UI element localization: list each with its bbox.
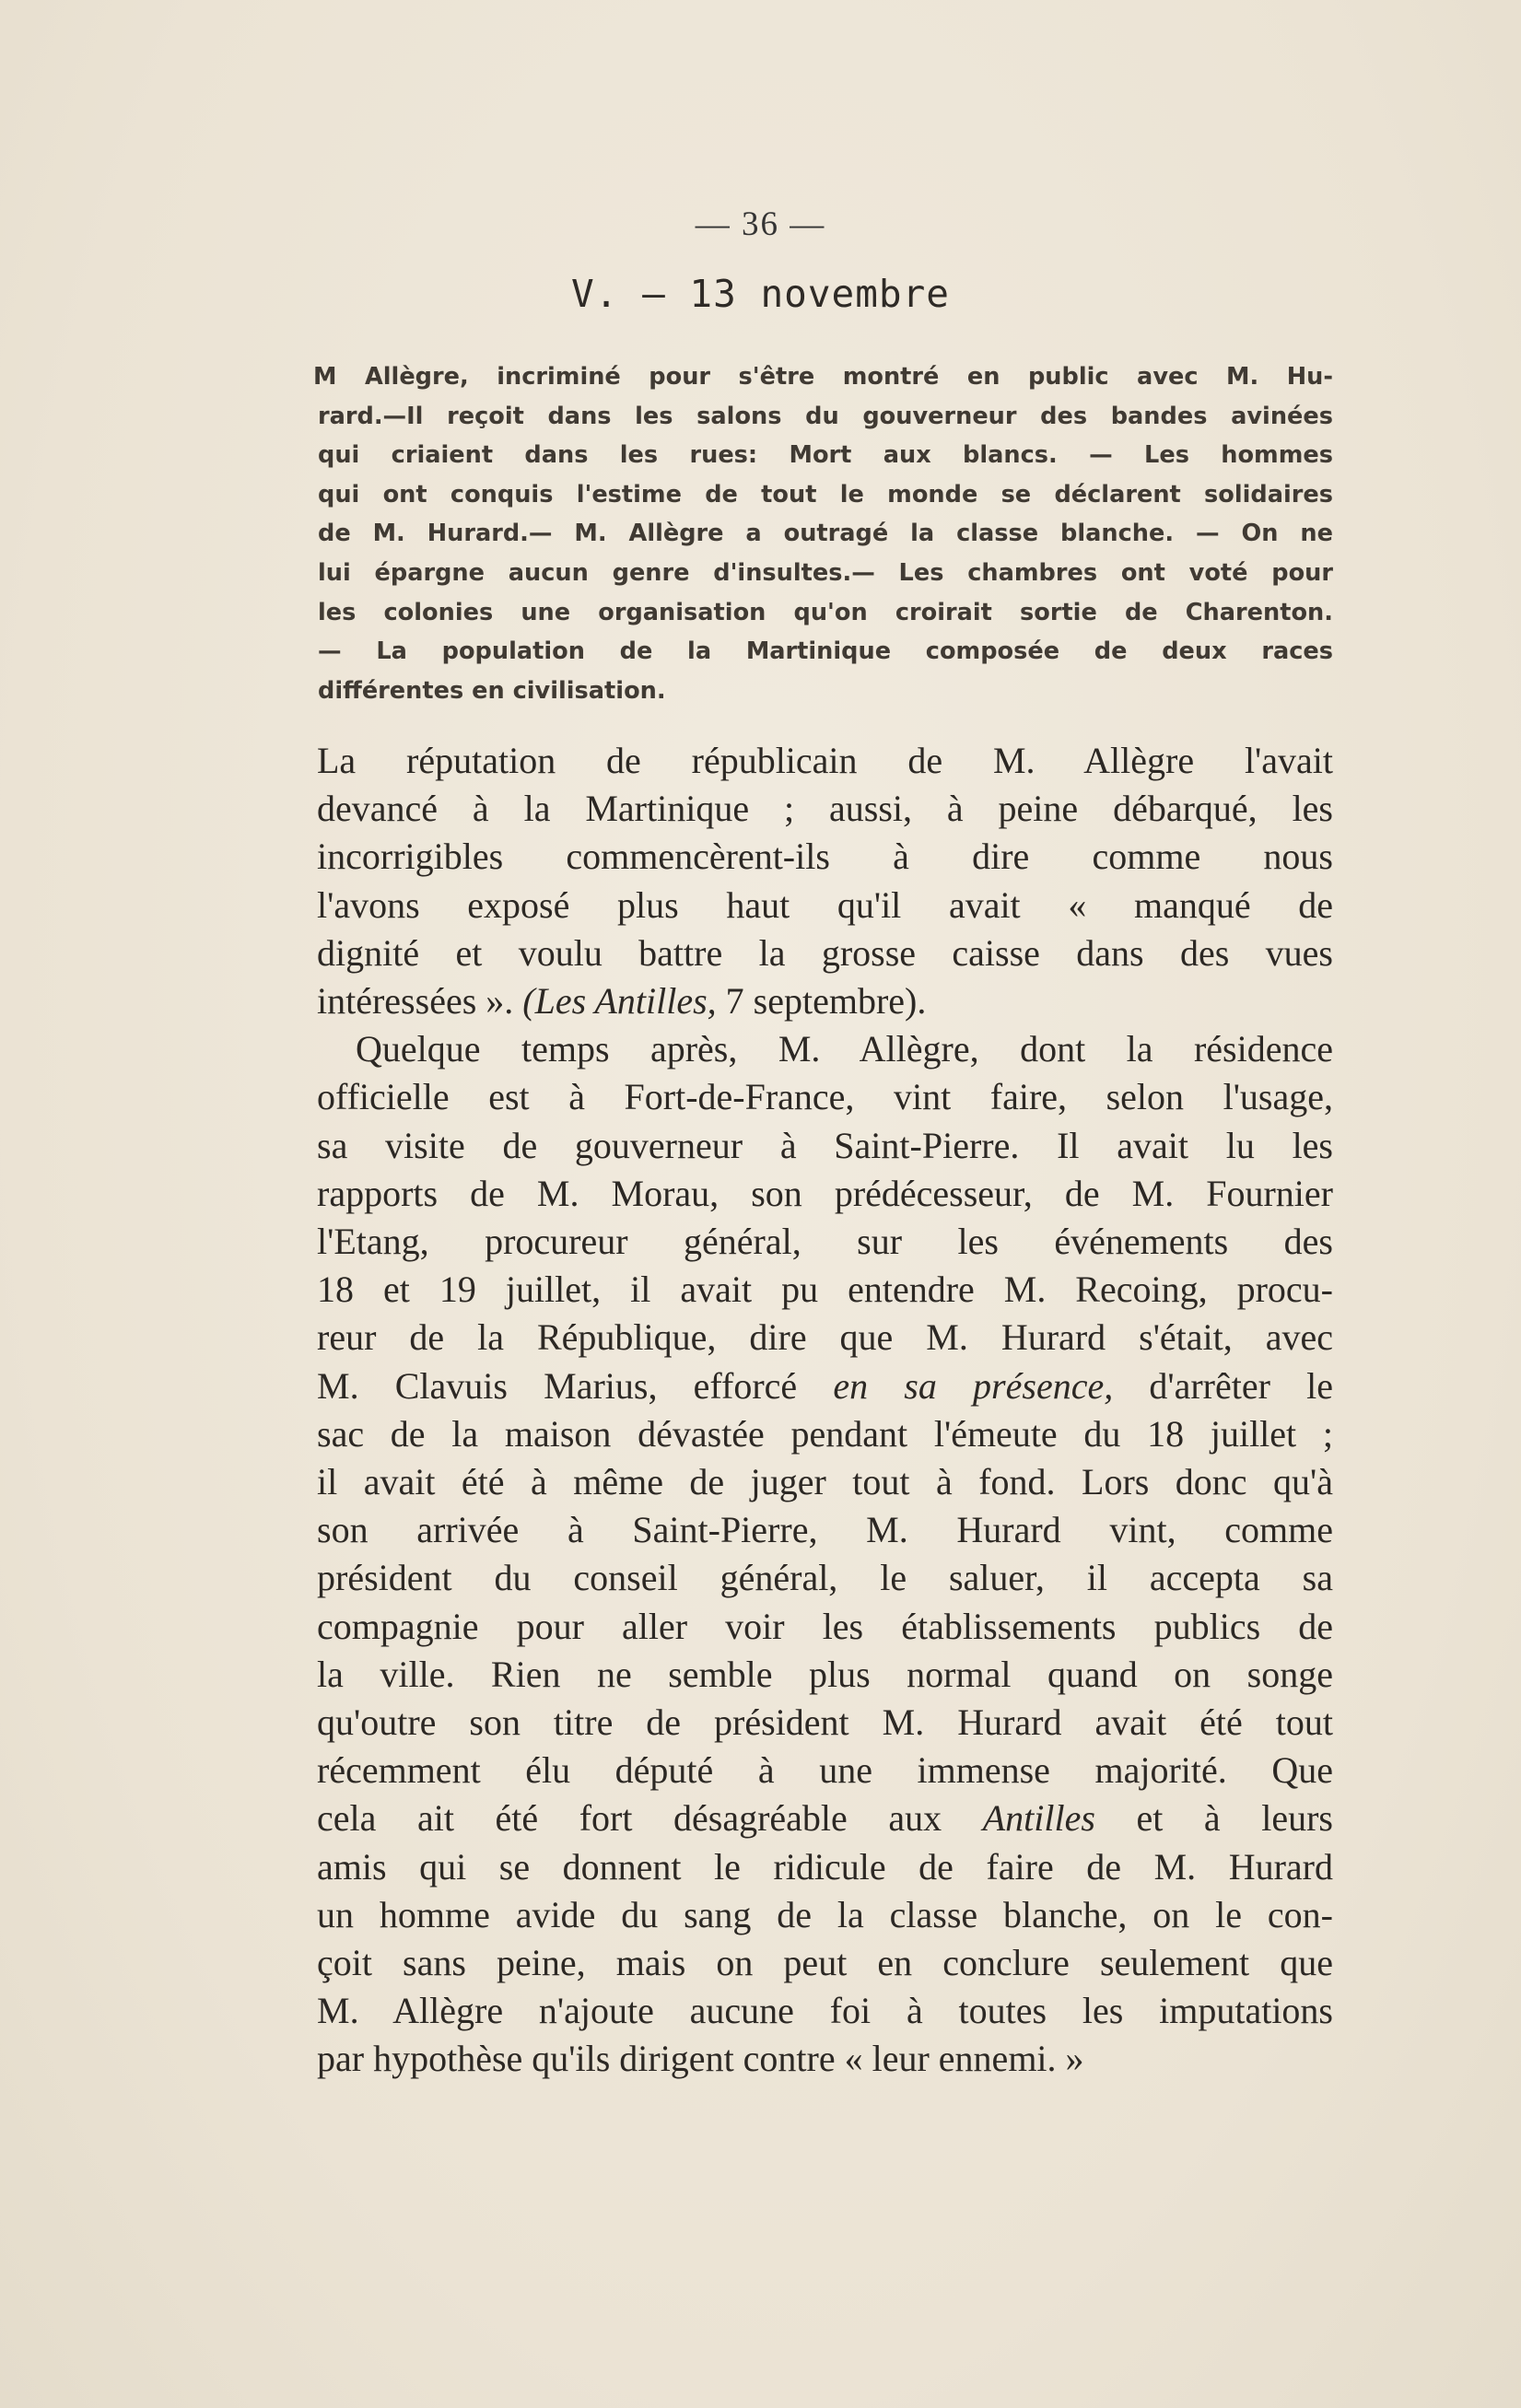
body-text-fragment: d'arrêter le xyxy=(1113,1364,1333,1407)
body-line: amis qui se donnent le ridicule de faire de M. Hurard xyxy=(317,1845,1333,1888)
body-line: la ville. Rien ne semble plus normal quand on songe xyxy=(317,1653,1333,1695)
chapter-summary xyxy=(313,357,1333,710)
body-line xyxy=(317,977,1333,1025)
body-line: devancé à la Martinique ; aussi, à peine débarqué, les xyxy=(317,788,1333,830)
body-text-fragment: et à leurs xyxy=(1094,1797,1333,1840)
body-line: Quelque temps après, M. Allègre, dont la résidence xyxy=(356,1028,1333,1070)
body-text-fragment: intéressées ». xyxy=(317,980,523,1023)
body-line: un homme avide du sang de la classe blanche, on le con- xyxy=(317,1893,1333,1935)
body-line: çoit sans peine, mais on peut en conclure seulement que xyxy=(317,1942,1333,1984)
body-line: M. Allègre n'ajoute aucune foi à toutes les imputations xyxy=(317,1990,1333,2032)
body-text-fragment: 7 septembre). xyxy=(716,980,927,1023)
body-line: l'avons exposé plus haut qu'il avait « manqué de xyxy=(317,883,1333,926)
summary-line: qui ont conquis l'estime de tout le monde se déclarent solidaires xyxy=(318,480,1333,508)
body-line: rapports de M. Morau, son prédécesseur, de M. Fournier xyxy=(317,1172,1333,1214)
summary-line: rard.—Il reçoit dans les salons du gouverneur des bandes avinées xyxy=(318,402,1333,430)
body-line: officielle est à Fort-de-France, vint faire, selon l'usage, xyxy=(317,1076,1333,1118)
summary-line: différentes en civilisation. xyxy=(318,676,666,705)
body-line: par hypothèse qu'ils dirigent contre « leur ennemi. » xyxy=(317,2038,1084,2080)
body-line: La réputation de républicain de M. Allègre l'avait xyxy=(317,740,1333,781)
body-line: président du conseil général, le saluer, il accepta sa xyxy=(317,1557,1333,1599)
summary-line: de M. Hurard.— M. Allègre a outragé la classe blanche. — On ne xyxy=(318,520,1333,548)
summary-line: — La population de la Martinique composée de deux races xyxy=(318,637,1333,666)
italic-emphasis: en sa présence, xyxy=(833,1364,1114,1407)
body-line: 18 et 19 juillet, il avait pu entendre M. Recoing, procu- xyxy=(317,1268,1333,1311)
body-line xyxy=(317,1362,1333,1410)
italic-title: Antilles xyxy=(982,1797,1095,1840)
summary-line: les colonies une organisation qu'on croirait sortie de Charenton. xyxy=(318,598,1333,626)
summary-line: M Allègre, incriminé pour s'être montré en public avec M. Hu- xyxy=(313,363,1333,391)
body-text-fragment: cela ait été fort désagréable aux xyxy=(317,1797,983,1840)
summary-line: qui criaient dans les rues: Mort aux blancs. — Les hommes xyxy=(318,441,1333,470)
summary-line: lui épargne aucun genre d'insultes.— Les chambres ont voté pour xyxy=(318,558,1333,587)
body-text xyxy=(317,737,1333,2084)
body-line: sa visite de gouverneur à Saint-Pierre. Il avait lu les xyxy=(317,1124,1333,1166)
body-line: sac de la maison dévastée pendant l'émeute du 18 juillet ; xyxy=(317,1412,1333,1455)
body-line: reur de la République, dire que M. Hurard s'était, avec xyxy=(317,1316,1333,1359)
body-line: l'Etang, procureur général, sur les événements des xyxy=(317,1221,1333,1263)
body-line: incorrigibles commencèrent-ils à dire comme nous xyxy=(317,836,1333,878)
page-number: — 36 — xyxy=(695,205,826,243)
chapter-title: V. — 13 novembre xyxy=(571,272,950,316)
body-line xyxy=(317,1794,1333,1842)
body-line: son arrivée à Saint-Pierre, M. Hurard vint, comme xyxy=(317,1509,1333,1551)
body-line: récemment élu député à une immense majorité. Que xyxy=(317,1749,1333,1792)
body-line: qu'outre son titre de président M. Hurard avait été tout xyxy=(317,1701,1333,1744)
body-text-fragment: M. Clavuis Marius, efforcé xyxy=(317,1364,834,1407)
body-line: il avait été à même de juger tout à fond. Lors donc qu'à xyxy=(317,1461,1333,1503)
body-line: compagnie pour aller voir les établissements publics de xyxy=(317,1605,1333,1647)
italic-citation: (Les Antilles, xyxy=(522,980,717,1023)
body-line: dignité et voulu battre la grosse caisse dans des vues xyxy=(317,931,1333,974)
